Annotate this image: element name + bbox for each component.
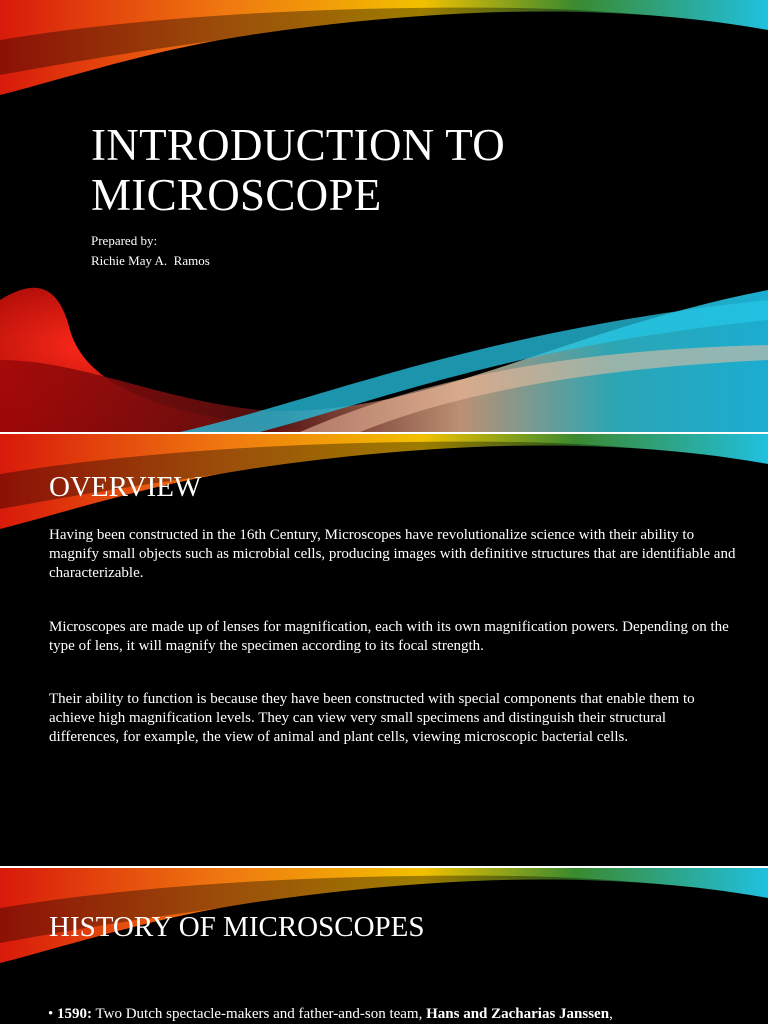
overview-paragraph-3: Their ability to function is because they have been constructed with special components that enable them to achieve high magnification levels. They can view very small specimens and distinguish their structural differences, for example, the view of animal and plant cells, viewing microscopic bacterial cells. (49, 691, 695, 745)
bullet-year: 1590: (57, 1006, 93, 1022)
slide-heading: HISTORY OF MICROSCOPES (49, 911, 425, 943)
title-slide (0, 0, 768, 432)
slide-subtitle (91, 231, 210, 271)
history-bullet (48, 1005, 613, 1024)
history-slide (0, 868, 768, 1024)
bullet-names: Hans and Zacharias Janssen (426, 1006, 610, 1022)
overview-slide (0, 434, 768, 866)
author-name: Richie May A. Ramos (91, 253, 210, 268)
slide-heading: OVERVIEW (49, 471, 202, 503)
prepared-label: Prepared by: (91, 233, 158, 248)
bullet-text: Two Dutch spectacle-makers and father-and-son team, (92, 1006, 427, 1022)
slide-title: INTRODUCTION TO MICROSCOPE (91, 120, 506, 220)
overview-paragraph-1: Having been constructed in the 16th Century, Microscopes have revolutionalize science with their ability to magnify small objects such as microbial cells, producing images with definitive structures that are identifiable and characterizable. (49, 527, 736, 581)
overview-paragraph-2: Microscopes are made up of lenses for magnification, each with its own magnification powers. Depending on the type of lens, it will magnify the specimen according to its focal strength. (49, 619, 729, 654)
bullet-marker: • (48, 1006, 54, 1022)
bullet-tail: , (609, 1006, 613, 1022)
